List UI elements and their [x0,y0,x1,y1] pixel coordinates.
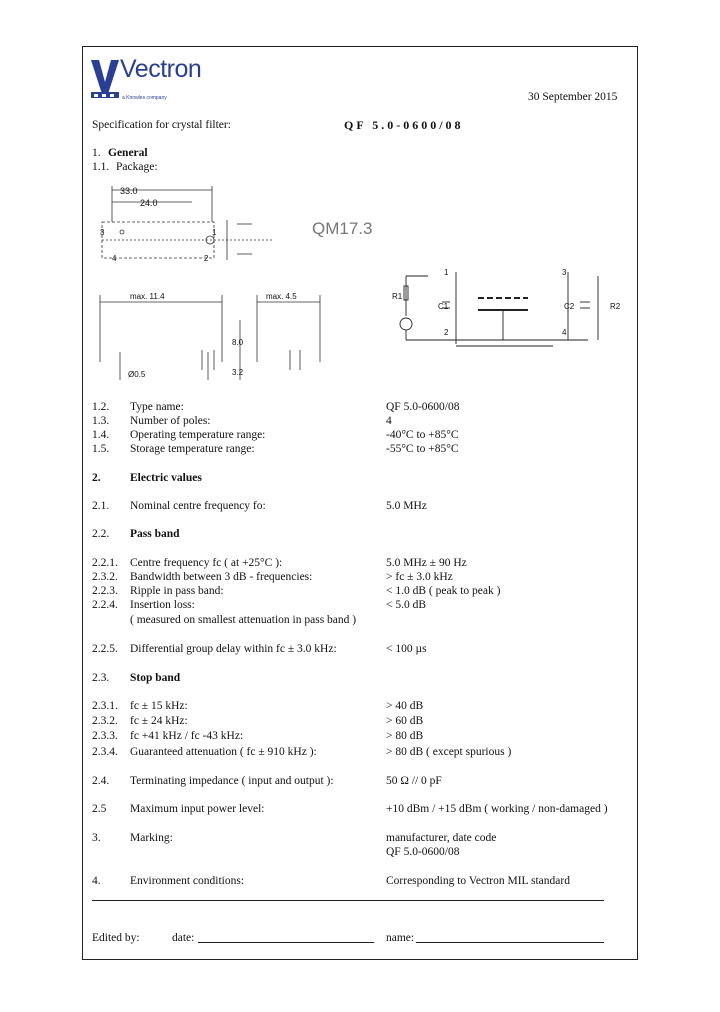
spec-row-label: Ripple in pass band: [130,585,224,597]
date-field[interactable] [198,942,374,943]
spec-row-num: 2.2.4. [92,599,118,611]
spec-row-num: 1.4. [92,429,110,441]
spec-row-num: 2.2.3. [92,585,118,597]
circuit-pin-3: 3 [562,268,567,277]
spec-row-label: Insertion loss: [130,599,195,611]
general-num: 1. [92,147,101,159]
package-drawing [92,180,382,395]
spec-row-value: > 40 dB [386,700,424,712]
vectron-logo-icon [90,58,120,100]
circuit-c1: C1 [438,302,449,311]
spec-row-num: 2.3.3. [92,730,118,742]
spec-row-label: Bandwidth between 3 dB - frequencies: [130,571,313,583]
spec-row-value: manufacturer, date code [386,832,497,844]
spec-row-value: -55°C to +85°C [386,443,459,455]
spec-row-value: < 5.0 dB [386,599,427,611]
spec-row-num: 2.2.1. [92,557,118,569]
spec-row-value: 50 Ω // 0 pF [386,775,442,787]
drawing-pin-4: 4 [112,254,117,263]
spec-row-value: +10 dBm / +15 dBm ( working / non-damaged ) [386,803,608,815]
package-name: QM17.3 [312,219,373,238]
circuit-pin-4: 4 [562,328,567,337]
spec-row-label: Number of poles: [130,415,211,427]
spec-row-label: Operating temperature range: [130,429,266,441]
circuit-pin-1: 1 [444,268,449,277]
spec-row-num: 2.3.1. [92,700,118,712]
electric-num: 2. [92,472,101,484]
date-label: date: [172,932,195,944]
spec-row-value: -40°C to +85°C [386,429,459,441]
spec-row-label: Storage temperature range: [130,443,255,455]
divider [92,900,604,901]
spec-row-num: 2.4. [92,775,110,787]
dim-side-a: max. 11.4 [130,292,165,301]
dim-side-b: max. 4.5 [266,292,297,301]
passband-note: ( measured on smallest attenuation in pass band ) [130,614,357,626]
package-label: Package: [116,161,158,173]
spec-row-num: 2.5 [92,803,107,815]
spec-row-num: 2.3.2. [92,571,118,583]
spec-row-value: > 80 dB [386,730,424,742]
spec-row-label: fc +41 kHz / fc -43 kHz: [130,730,244,742]
dim-pin-dia: Ø0.5 [128,370,146,379]
spec-row-value: > 80 dB ( except spurious ) [386,746,512,758]
spec-row-num: 2.2.5. [92,643,118,655]
dim-pin-len: 3.2 [232,368,244,377]
spec-row-label: Marking: [130,832,173,844]
passband-heading: Pass band [130,528,180,540]
dim-top-b: 24.0 [140,198,158,208]
spec-row-label: fc ± 24 kHz: [130,715,188,727]
spec-row-num: 2.3.2. [92,715,118,727]
spec-code: QF 5.0-0600/08 [344,118,464,132]
edited-by-label: Edited by: [92,932,140,944]
spec-row-label: Environment conditions: [130,875,245,887]
circuit-r1: R1 [392,292,403,301]
drawing-pin-3: 3 [100,228,105,237]
spec-row-value: QF 5.0-0600/08 [386,401,460,413]
spec-row-label: Guaranteed attenuation ( fc ± 910 kHz ): [130,746,317,758]
spec-row-value-2: QF 5.0-0600/08 [386,846,460,858]
spec-row-num: 1.3. [92,415,110,427]
spec-row-value: 5.0 MHz [386,500,427,512]
spec-row-value: 5.0 MHz ± 90 Hz [386,557,467,569]
logo-text: Vectron [120,55,202,83]
spec-row-label: Differential group delay within fc ± 3.0 kHz: [130,643,337,655]
spec-row-value: > fc ± 3.0 kHz [386,571,453,583]
circuit-r2: R2 [610,302,621,311]
dim-top-a: 33.0 [120,186,138,196]
spec-row-num: 4. [92,875,101,887]
spec-row-value: Corresponding to Vectron MIL standard [386,875,570,887]
spec-row-label: Centre frequency fc ( at +25°C ): [130,557,283,569]
spec-row-label: Nominal centre frequency fo: [130,500,266,512]
document-date: 30 September 2015 [528,91,618,103]
passband-num: 2.2. [92,528,110,540]
spec-row-label: fc ± 15 kHz: [130,700,188,712]
drawing-pin-1: 1 [212,228,217,237]
general-heading: General [108,147,148,159]
spec-row-num: 2.3.4. [92,746,118,758]
spec-row-label: Terminating impedance ( input and output ): [130,775,334,787]
package-num: 1.1. [92,161,110,173]
stopband-heading: Stop band [130,672,181,684]
spec-row-num: 3. [92,832,101,844]
drawing-pin-2: 2 [204,254,209,263]
spec-row-label: Type name: [130,401,184,413]
spec-row-value: > 60 dB [386,715,424,727]
spec-row-num: 1.5. [92,443,110,455]
spec-row-value: 4 [386,415,392,427]
spec-label: Specification for crystal filter: [92,119,231,131]
circuit-pin-2: 2 [444,328,449,337]
logo-subtitle: a Knowles company [122,95,167,101]
electric-heading: Electric values [130,472,202,484]
circuit-c2: C2 [564,302,575,311]
spec-row-num: 2.1. [92,500,110,512]
circuit-diagram [388,262,628,354]
dim-lead: 8.0 [232,338,244,347]
spec-row-label: Maximum input power level: [130,803,265,815]
spec-row-num: 1.2. [92,401,110,413]
stopband-num: 2.3. [92,672,110,684]
name-field[interactable] [416,942,604,943]
spec-row-value: < 1.0 dB ( peak to peak ) [386,585,501,597]
name-label: name: [386,932,415,944]
spec-row-value: < 100 µs [386,643,427,655]
